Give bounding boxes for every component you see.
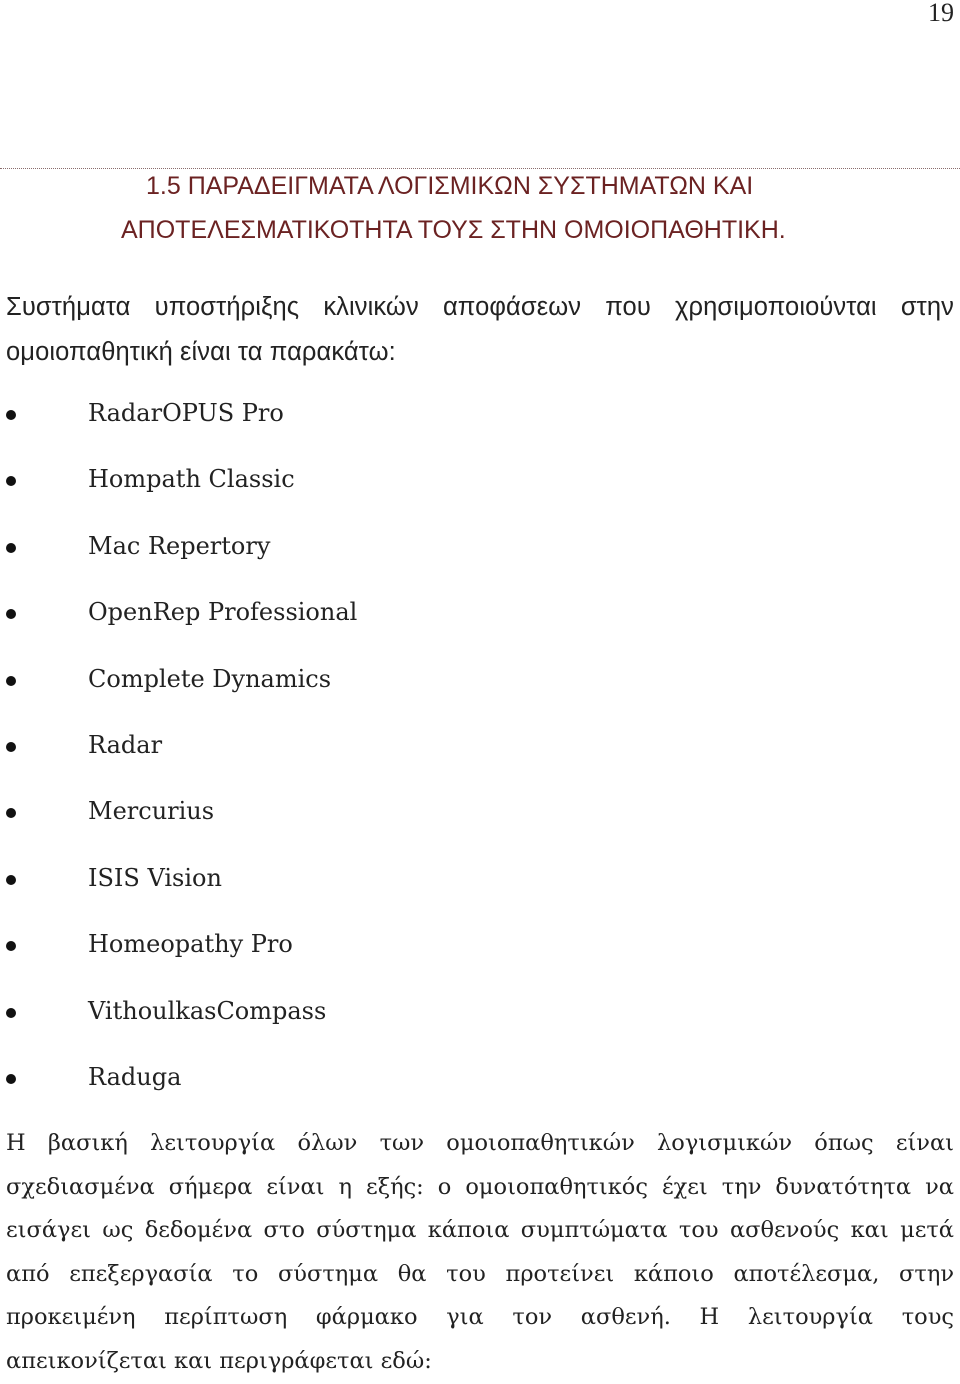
paragraph-line: προκειμένη περίπτωση φάρμακο για τον ασθενή. Η λειτουργία τους — [6, 1304, 954, 1331]
paragraph-line: εισάγει ως δεδομένα στο σύστημα κάποια συμπτώματα του ασθενούς και μετά — [6, 1217, 954, 1244]
list-item-label: RadarOPUS Pro — [88, 399, 284, 427]
list-item-label: OpenRep Professional — [88, 598, 358, 627]
bullet-icon — [6, 875, 16, 885]
bullet-icon — [6, 676, 16, 686]
bullet-icon — [6, 1008, 16, 1018]
bullet-icon — [6, 808, 16, 818]
list-item-label: Complete Dynamics — [88, 664, 332, 693]
intro-line: ομοιοπαθητική είναι τα παρακάτω: — [6, 338, 396, 366]
list-item-label: VithoulkasCompass — [88, 996, 327, 1025]
list-item-label: Raduga — [88, 1062, 182, 1091]
page-number: 19 — [928, 0, 954, 27]
body-paragraph — [6, 1122, 954, 1384]
list-item-label: ISIS Vision — [88, 863, 222, 892]
section-heading-line2: ΑΠΟΤΕΛΕΣΜΑΤΙΚΟΤΗΤΑ ΤΟΥΣ ΣΤΗΝ ΟΜΟΙΟΠΑΘΗΤΙΚΗ. — [121, 216, 786, 244]
paragraph-line: απεικονίζεται και περιγράφεται εδώ: — [6, 1347, 432, 1374]
bullet-icon — [6, 410, 16, 420]
bullet-icon — [6, 1074, 16, 1084]
list-item-label: Homeopathy Pro — [88, 930, 293, 959]
list-item-label: Radar — [88, 730, 163, 759]
bullet-icon — [6, 609, 16, 619]
paragraph-line: από επεξεργασία το σύστημα θα του προτείνει κάποιο αποτέλεσμα, στην — [6, 1260, 954, 1287]
bullet-icon — [6, 476, 16, 486]
list-item-label: Mac Repertory — [88, 531, 271, 560]
intro-line: Συστήματα υποστήριξης κλινικών αποφάσεων που χρησιμοποιούνται στην — [6, 293, 954, 321]
list-item-label: Mercurius — [88, 797, 215, 826]
header-divider — [0, 168, 960, 169]
list-item-label: Hompath Classic — [88, 465, 295, 494]
bullet-icon — [6, 543, 16, 553]
paragraph-line: Η βασική λειτουργία όλων των ομοιοπαθητικών λογισμικών όπως είναι — [6, 1130, 954, 1156]
bullet-icon — [6, 742, 16, 752]
bullet-icon — [6, 941, 16, 951]
intro-paragraph — [6, 285, 954, 375]
paragraph-line: σχεδιασμένα σήμερα είναι η εξής: ο ομοιοπαθητικός έχει την δυνατότητα να — [6, 1173, 954, 1200]
section-heading-line1: 1.5 ΠΑΡΑΔΕΙΓΜΑΤΑ ΛΟΓΙΣΜΙΚΩΝ ΣΥΣΤΗΜΑΤΩΝ ΚΑΙ — [146, 172, 754, 200]
